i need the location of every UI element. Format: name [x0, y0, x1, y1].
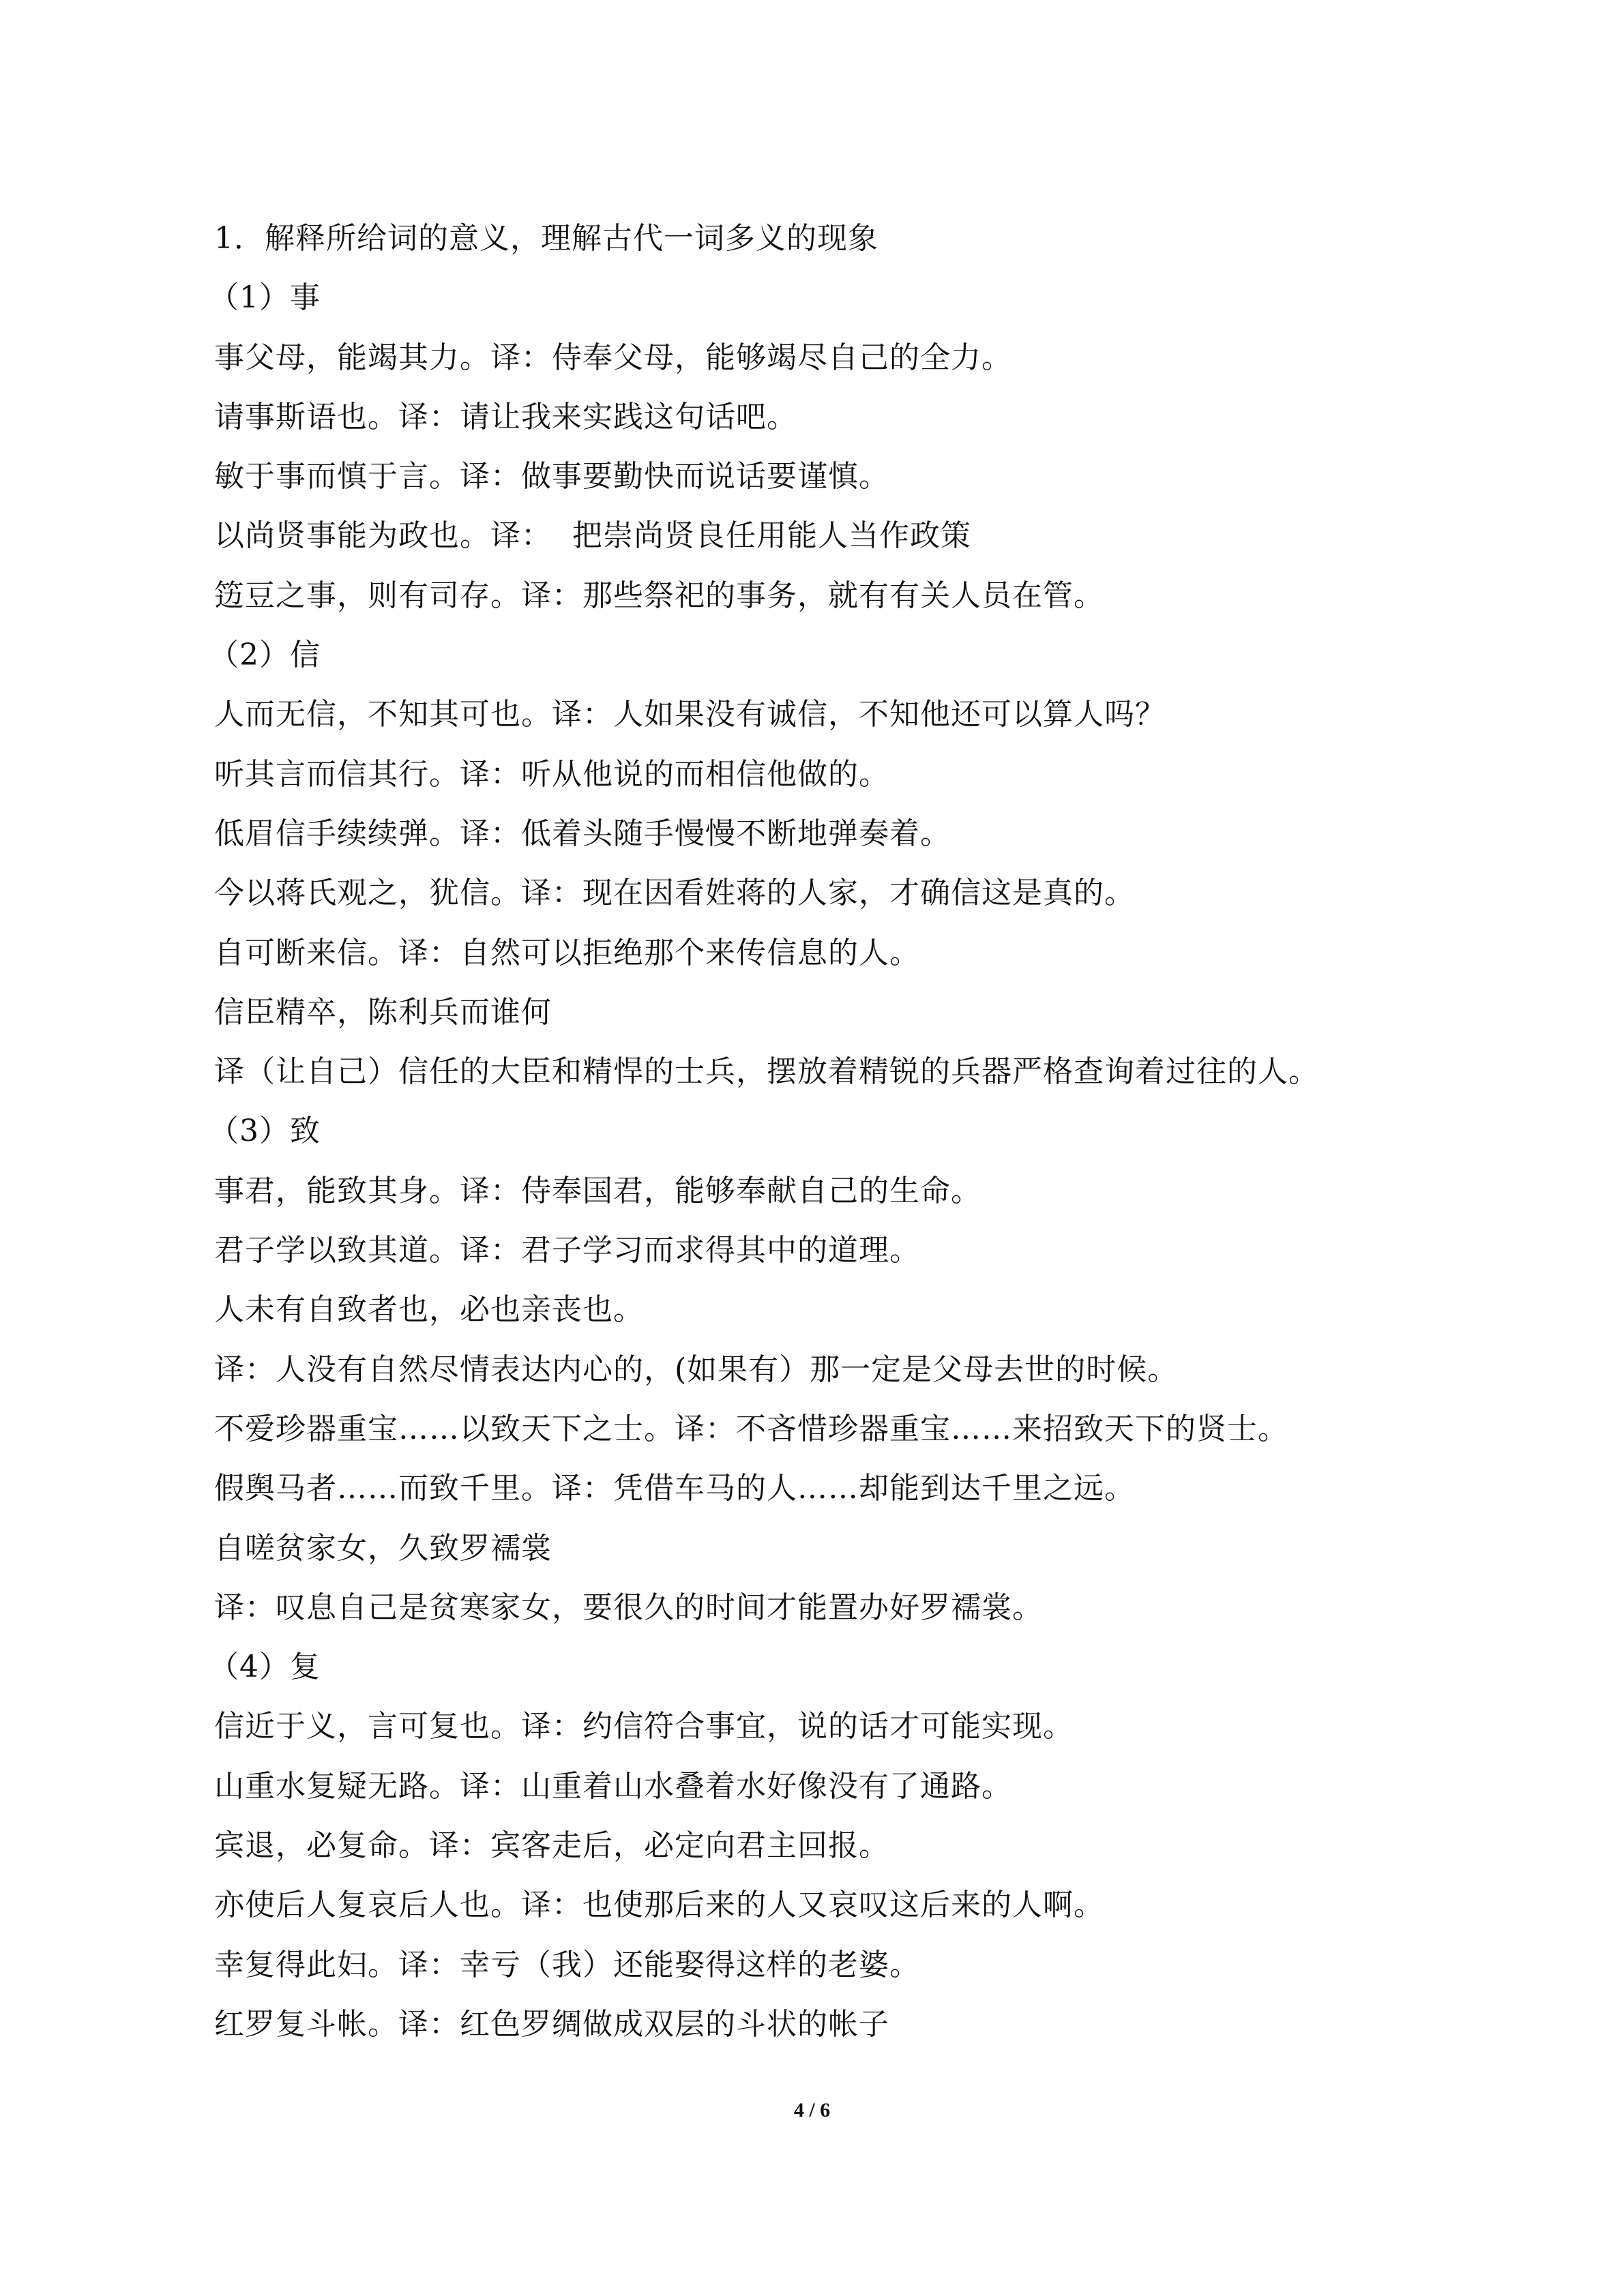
example-line: 请事斯语也。译：请让我来实践这句话吧。 — [214, 399, 797, 434]
example-line: 君子学以致其道。译：君子学习而求得其中的道理。 — [214, 1233, 920, 1268]
example-line: 宾退，必复命。译：宾客走后，必定向君主回报。 — [214, 1828, 889, 1864]
subheading-zhi: （3）致 — [209, 1114, 321, 1149]
document-body — [209, 209, 1442, 2054]
example-line: 信近于义，言可复也。译：约信符合事宜，说的话才可能实现。 — [214, 1709, 1074, 1744]
example-line: 假舆马者……而致千里。译：凭借车马的人……却能到达千里之远。 — [214, 1471, 1135, 1506]
example-line: 山重水复疑无路。译：山重着山水叠着水好像没有了通路。 — [214, 1768, 1012, 1804]
example-line: 事父母，能竭其力。译：侍奉父母，能够竭尽自己的全力。 — [214, 340, 1012, 375]
example-line: 人未有自致者也，必也亲丧也。 — [214, 1292, 644, 1328]
subheading-fu: （4）复 — [209, 1650, 321, 1685]
example-line: 笾豆之事，则有司存。译：那些祭祀的事务，就有有关人员在管。 — [214, 578, 1104, 613]
section-heading: 1．解释所给词的意义，理解古代一词多义的现象 — [214, 221, 879, 256]
example-line: 人而无信，不知其可也。译：人如果没有诚信，不知他还可以算人吗？ — [214, 697, 1166, 732]
example-line: 译：人没有自然尽情表达内心的，(如果有）那一定是父母去世的时候。 — [214, 1352, 1179, 1387]
subheading-xin: （2）信 — [209, 638, 321, 673]
example-line: 事君，能致其身。译：侍奉国君，能够奉献自己的生命。 — [214, 1173, 981, 1208]
page-number: 4 / 6 — [793, 2099, 831, 2121]
example-line: 听其言而信其行。译：听从他说的而相信他做的。 — [214, 756, 889, 792]
example-line: 红罗复斗帐。译：红色罗绸做成双层的斗状的帐子 — [214, 2006, 889, 2042]
subheading-shi: （1）事 — [209, 280, 321, 316]
example-line: 低眉信手续续弹。译：低着头随手慢慢不断地弹奏着。 — [214, 816, 951, 851]
example-line: 敏于事而慎于言。译：做事要勤快而说话要谨慎。 — [214, 459, 889, 494]
example-line: 译（让自己）信任的大臣和精悍的士兵，摆放着精锐的兵器严格查询着过往的人。 — [214, 1054, 1319, 1090]
example-line: 幸复得此妇。译：幸亏（我）还能娶得这样的老婆。 — [214, 1947, 920, 1982]
example-line: 不爱珍器重宝……以致天下之士。译：不吝惜珍器重宝……来招致天下的贤士。 — [214, 1411, 1288, 1446]
example-line: 今以蒋氏观之，犹信。译：现在因看姓蒋的人家，才确信这是真的。 — [214, 876, 1135, 911]
example-line: 译：叹息自己是贫寒家女，要很久的时间才能置办好罗襦裳。 — [214, 1590, 1043, 1625]
example-line: 信臣精卒，陈利兵而谁何 — [214, 994, 552, 1030]
example-line: 自可断来信。译：自然可以拒绝那个来传信息的人。 — [214, 935, 920, 970]
example-line: 以尚贤事能为政也。译： 把崇尚贤良任用能人当作政策 — [214, 518, 971, 554]
example-line: 自嗟贫家女，久致罗襦裳 — [214, 1530, 552, 1566]
example-line: 亦使后人复哀后人也。译：也使那后来的人又哀叹这后来的人啊。 — [214, 1888, 1104, 1923]
